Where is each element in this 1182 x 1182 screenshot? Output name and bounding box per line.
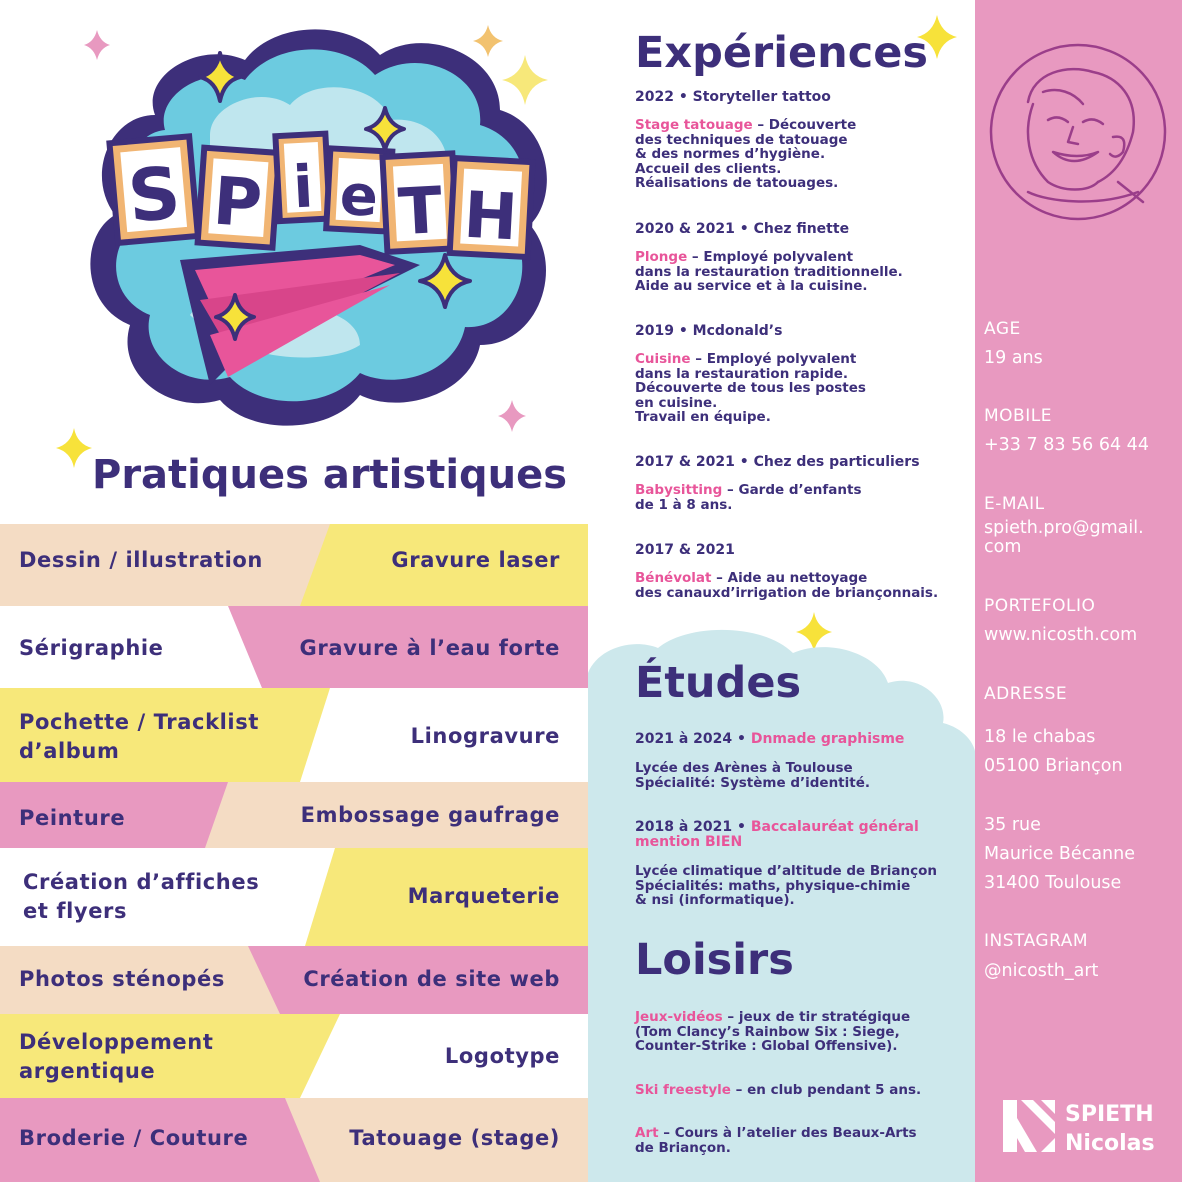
xp-text: – Garde d’enfants de 1 à 8 ans. <box>635 482 862 513</box>
xp-desc <box>635 118 965 191</box>
xp-head: 2022 • Storyteller tattoo <box>635 89 831 105</box>
xp-head: 2017 & 2021 <box>635 542 735 558</box>
loisirs-name: Ski freestyle <box>635 1082 731 1098</box>
etudes-degree: Baccalauréat général mention BIEN <box>635 819 919 850</box>
xp-desc <box>635 483 965 512</box>
loisirs-item <box>635 1083 965 1098</box>
etudes-head <box>635 731 904 747</box>
star-icon <box>498 400 526 432</box>
portfolio-label: PORTEFOLIO <box>984 596 1096 616</box>
loisirs-name: Art <box>635 1125 659 1141</box>
email-value[interactable]: spieth.pro@gmail. com <box>984 518 1144 557</box>
xp-desc <box>635 571 965 600</box>
loisirs-item <box>635 1010 965 1054</box>
address-label: ADRESSE <box>984 684 1068 704</box>
practice-row <box>0 1014 588 1098</box>
etudes-date: 2021 à 2024 • <box>635 731 751 747</box>
age-label: AGE <box>984 319 1021 339</box>
xp-text: – Aide au nettoyage des canauxd’irrigation de briançonnais. <box>635 570 939 601</box>
practice-row <box>0 946 588 1014</box>
loisirs-text: – en club pendant 5 ans. <box>730 1082 922 1098</box>
xp-head: 2019 • Mcdonald’s <box>635 323 783 339</box>
xp-text: – Employé polyvalent dans la restauration traditionnelle. Aide au service et à la cuisine. <box>635 249 903 295</box>
star-icon <box>502 55 548 105</box>
practice-right: Gravure à l’eau forte <box>299 636 560 660</box>
practices-title: Pratiques artistiques <box>92 452 568 498</box>
xp-desc <box>635 250 965 294</box>
practice-row <box>0 524 588 606</box>
brand-line2: Nicolas <box>1065 1131 1155 1156</box>
logo-letter: i <box>291 152 315 222</box>
star-icon <box>473 25 503 57</box>
loisirs-text: – jeux de tir stratégique (Tom Clancy’s Rainbow Six : Siege, Counter-Strike : Global Offensive). <box>635 1009 911 1055</box>
address-2: 35 rue Maurice Bécanne 31400 Toulouse <box>984 815 1135 893</box>
practice-row <box>0 1098 588 1182</box>
practice-left: Peinture <box>19 806 126 830</box>
etudes-date: 2018 à 2021 • <box>635 819 751 835</box>
practice-right: Linogravure <box>410 724 560 748</box>
loisirs-name: Jeux-vidéos <box>635 1009 723 1025</box>
xp-role: Cuisine <box>635 351 691 367</box>
logo-letter: e <box>338 162 380 230</box>
practice-right: Création de site web <box>303 967 560 991</box>
practice-left: Broderie / Couture <box>19 1126 249 1150</box>
logo-letter: H <box>461 178 520 256</box>
practice-right: Tatouage (stage) <box>349 1126 560 1150</box>
loisirs-title: Loisirs <box>635 935 794 985</box>
practice-left: Photos sténopés <box>19 967 225 991</box>
instagram-label: INSTAGRAM <box>984 931 1089 951</box>
brand-line1: SPIETH <box>1065 1102 1154 1127</box>
xp-role: Bénévolat <box>635 570 712 586</box>
experiences-title: Expériences <box>635 28 929 78</box>
practice-row <box>0 848 588 946</box>
practice-row <box>0 688 588 782</box>
etudes-desc: Lycée climatique d’altitude de Briançon Spécialités: maths, physique-chimie & nsi (informatique). <box>635 863 938 909</box>
xp-desc <box>635 352 965 425</box>
loisirs-item <box>635 1126 965 1155</box>
etudes-head <box>635 820 955 849</box>
brand-name <box>1065 1100 1155 1158</box>
mobile-value[interactable]: +33 7 83 56 64 44 <box>984 435 1149 455</box>
xp-role: Stage tatouage <box>635 117 753 133</box>
etudes-title: Études <box>635 658 802 708</box>
practice-left: Développement argentique <box>19 1030 214 1083</box>
loisirs-text: – Cours à l’atelier des Beaux-Arts de Briançon. <box>635 1125 917 1156</box>
practice-right: Marqueterie <box>407 884 560 908</box>
avatar-portrait <box>988 42 1168 222</box>
etudes-degree: Dnmade graphisme <box>750 731 905 747</box>
practice-right: Logotype <box>444 1044 560 1068</box>
xp-head: 2020 & 2021 • Chez finette <box>635 221 850 237</box>
xp-text: – Employé polyvalent dans la restauration rapide. Découverte de tous les postes en cuisine. Travail en équipe. <box>635 351 866 426</box>
logo-letter: S <box>124 150 184 239</box>
practice-left: Création d’affiches et flyers <box>23 870 260 923</box>
logo-letter: T <box>396 174 445 251</box>
email-label: E-MAIL <box>984 494 1045 514</box>
etudes-desc: Lycée des Arènes à Toulouse Spécialité: Système d’identité. <box>635 760 871 791</box>
brand-logo-icon <box>1003 1100 1055 1152</box>
xp-text: – Découverte des techniques de tatouage & des normes d’hygiène. Accueil des clients. Réalisations de tatouages. <box>635 117 857 192</box>
practice-row <box>0 606 588 688</box>
logo-letter: P <box>210 162 265 243</box>
practice-left: Dessin / illustration <box>19 548 263 572</box>
practice-left: Sérigraphie <box>19 636 164 660</box>
practice-left: Pochette / Tracklist d’album <box>19 710 259 763</box>
address-1: 18 le chabas 05100 Briançon <box>984 727 1123 776</box>
portfolio-link[interactable]: www.nicosth.com <box>984 625 1138 645</box>
practice-right: Embossage gaufrage <box>300 803 560 827</box>
xp-head: 2017 & 2021 • Chez des particuliers <box>635 454 920 470</box>
instagram-handle[interactable]: @nicosth_art <box>984 961 1099 981</box>
age-value: 19 ans <box>984 348 1043 368</box>
star-icon <box>84 30 110 60</box>
practice-row <box>0 782 588 848</box>
star-icon <box>56 428 92 468</box>
xp-role: Plonge <box>635 249 688 265</box>
practice-right: Gravure laser <box>391 548 560 572</box>
xp-role: Babysitting <box>635 482 723 498</box>
mobile-label: MOBILE <box>984 406 1052 426</box>
